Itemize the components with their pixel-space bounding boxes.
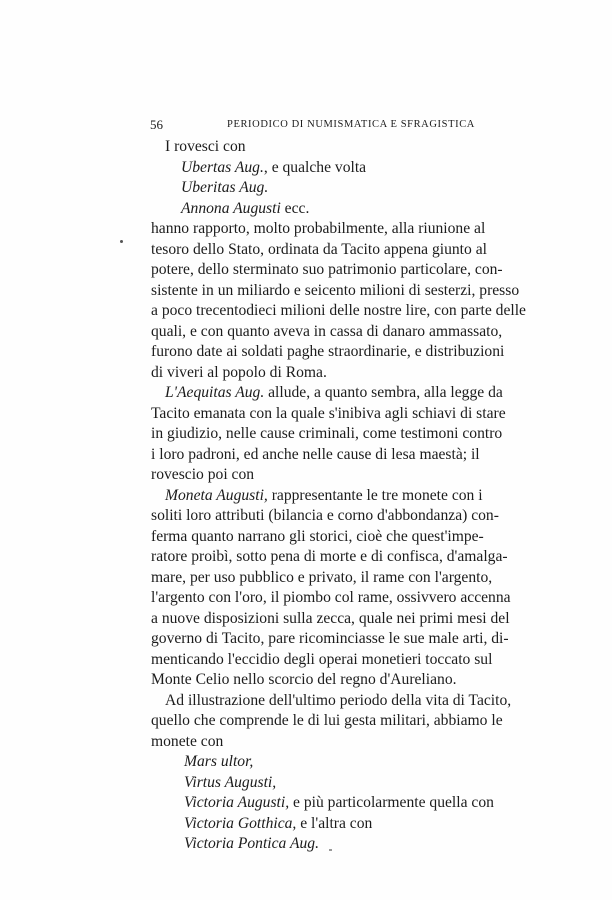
text-line: Virtus Augusti,	[184, 773, 277, 791]
text-line: menticando l'eccidio degli operai monetieri toccato sul	[151, 650, 493, 668]
text-line: quali, e con quanto aveva in cassa di danaro ammassato,	[151, 322, 503, 340]
text-line: Uberitas Aug.	[181, 179, 269, 196]
text-line: furono date ai soldati paghe straordinarie, e distribuzioni	[151, 343, 505, 360]
text-line: l'argento con l'oro, il piombo col rame, ossivvero accenna	[151, 589, 511, 606]
text-line: a nuove disposizioni sulla zecca, quale nei primi mesi del	[151, 609, 510, 627]
text-line: ratore proibì, sotto pena di morte e di confisca, d'amalga-	[151, 548, 508, 565]
text-line: soliti loro attributi (bilancia e corno d'abbondanza) con-	[151, 507, 499, 524]
text-line: i loro padroni, ed anche nelle cause di lesa maestà; il	[151, 445, 480, 463]
page-number: 56	[150, 117, 163, 132]
text-line: Moneta Augusti, rappresentante le tre monete con i	[165, 486, 483, 504]
text-line: Victoria Gotthica, e l'altra con	[184, 814, 373, 832]
text-line: Tacito emanata con la quale s'inibiva agli schiavi di stare	[151, 404, 506, 422]
text-line: a poco trecentodieci milioni delle nostre lire, con parte delle	[151, 302, 526, 319]
running-title: PERIODICO DI NUMISMATICA E SFRAGISTICA	[227, 119, 475, 130]
text-line: potere, dello sterminato suo patrimonio particolare, con-	[151, 261, 503, 278]
text-line: di viveri al popolo di Roma.	[151, 363, 327, 381]
text-line: Ad illustrazione dell'ultimo periodo della vita di Tacito,	[165, 691, 512, 709]
margin-mark	[120, 240, 123, 243]
text-line: Monte Celio nello scorcio del regno d'Aureliano.	[151, 671, 457, 688]
text-line: hanno rapporto, molto probabilmente, alla riunione al	[151, 220, 486, 237]
text-line: governo di Tacito, pare ricominciasse le sue male arti, di-	[151, 630, 509, 647]
text-line: sistente in un miliardo e seicento milioni di sesterzi, presso	[151, 281, 520, 299]
text-line: Annona Augusti ecc.	[181, 199, 310, 217]
text-line: in giudizio, nelle cause criminali, come testimoni contro	[151, 425, 503, 442]
text-line: tesoro dello Stato, ordinata da Tacito appena giunto al	[151, 240, 487, 258]
text-line: monete con	[151, 732, 224, 750]
body-text	[151, 137, 526, 855]
text-line: ferma quanto narrano gli storici, cioè che quest'impe-	[151, 527, 484, 545]
running-head	[150, 117, 475, 135]
text-line: mare, per uso pubblico e privato, il rame con l'argento,	[151, 568, 493, 586]
text-line: rovescio poi con	[151, 466, 255, 483]
text-line: Mars ultor,	[184, 753, 254, 770]
text-line: I rovesci con	[165, 138, 246, 155]
paper-speck	[329, 849, 332, 851]
text-line: Victoria Pontica Aug.	[184, 835, 319, 852]
text-line: Victoria Augusti, e più particolarmente quella con	[184, 794, 494, 811]
text-line: L'Aequitas Aug. allude, a quanto sembra, alla legge da	[165, 384, 503, 401]
text-line: quello che comprende le di lui gesta militari, abbiamo le	[151, 712, 503, 729]
text-line: Ubertas Aug., e qualche volta	[181, 158, 367, 176]
